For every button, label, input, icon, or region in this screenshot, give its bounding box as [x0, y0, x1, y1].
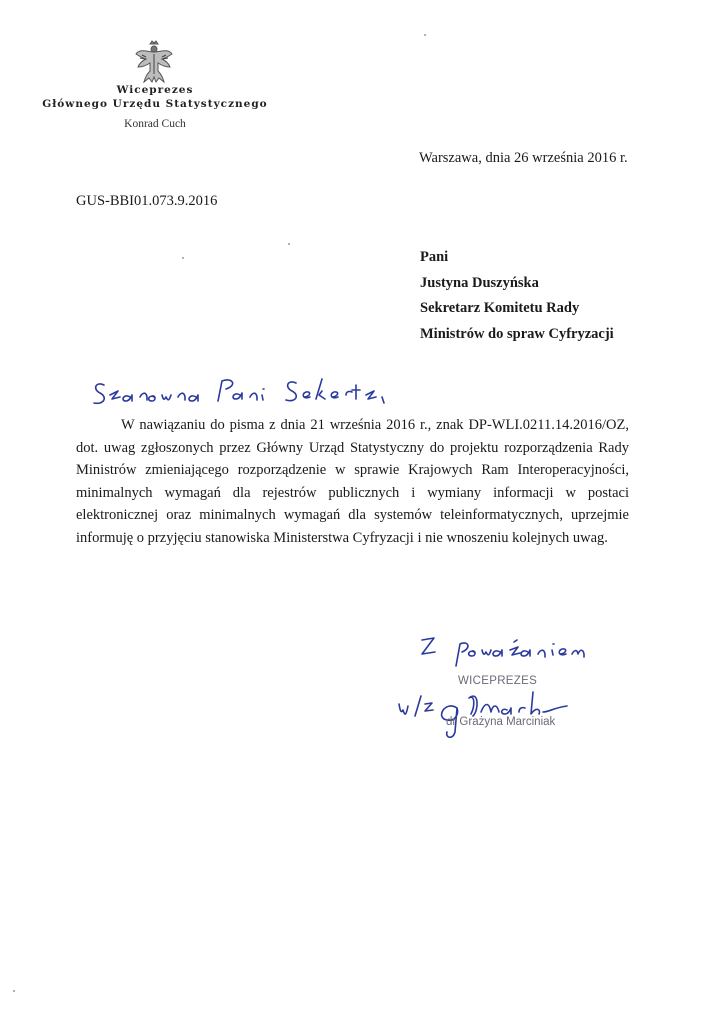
- org-person-name: Konrad Cuch: [124, 118, 186, 130]
- recipient-line: Ministrów do spraw Cyfryzacji: [420, 325, 614, 342]
- org-title-line2: Głównego Urzędu Statystycznego: [42, 98, 268, 110]
- body-paragraph: W nawiązaniu do pisma z dnia 21 września 2016 r., znak DP-WLI.0211.14.2016/OZ, dot. uwag zgłoszonych przez Główny Urząd Statystyczny do projektu rozporządzenia Rady Ministrów zmieniającego rozporządzenie w sprawie Krajowych Ram Interoperacyjności, minimalnych wymagań dla rejestrów publicznych i wymiany informacji w postaci elektronicznej oraz minimalnych wymagań dla systemów teleinformatycznych, uprzejmie informuję o przyjęciu stanowiska Ministerstwa Cyfryzacji i nie wnoszeniu kolejnych uwag.: [76, 417, 629, 546]
- handwritten-salutation: [90, 367, 410, 417]
- reference-number: GUS-BBI01.073.9.2016: [76, 193, 218, 209]
- scan-speck: [288, 243, 290, 245]
- org-title: [0, 83, 310, 111]
- scan-speck: [182, 257, 184, 259]
- scan-speck: [13, 990, 15, 992]
- eagle-emblem-icon: [134, 40, 174, 86]
- date-line: Warszawa, dnia 26 września 2016 r.: [419, 150, 628, 166]
- stamp-name: dr Grażyna Marciniak: [446, 716, 556, 728]
- recipient-line: Pani: [420, 249, 449, 265]
- scan-speck: [424, 34, 426, 36]
- stamp-title: WICEPREZES: [458, 675, 538, 687]
- handwritten-signature: [395, 682, 585, 738]
- recipient-line: Sekretarz Komitetu Rady: [420, 300, 580, 316]
- org-title-line1: Wiceprezes: [116, 84, 194, 96]
- handwritten-closing: [418, 626, 608, 672]
- recipient-block: [420, 245, 680, 347]
- recipient-line: Justyna Duszyńska: [420, 274, 539, 291]
